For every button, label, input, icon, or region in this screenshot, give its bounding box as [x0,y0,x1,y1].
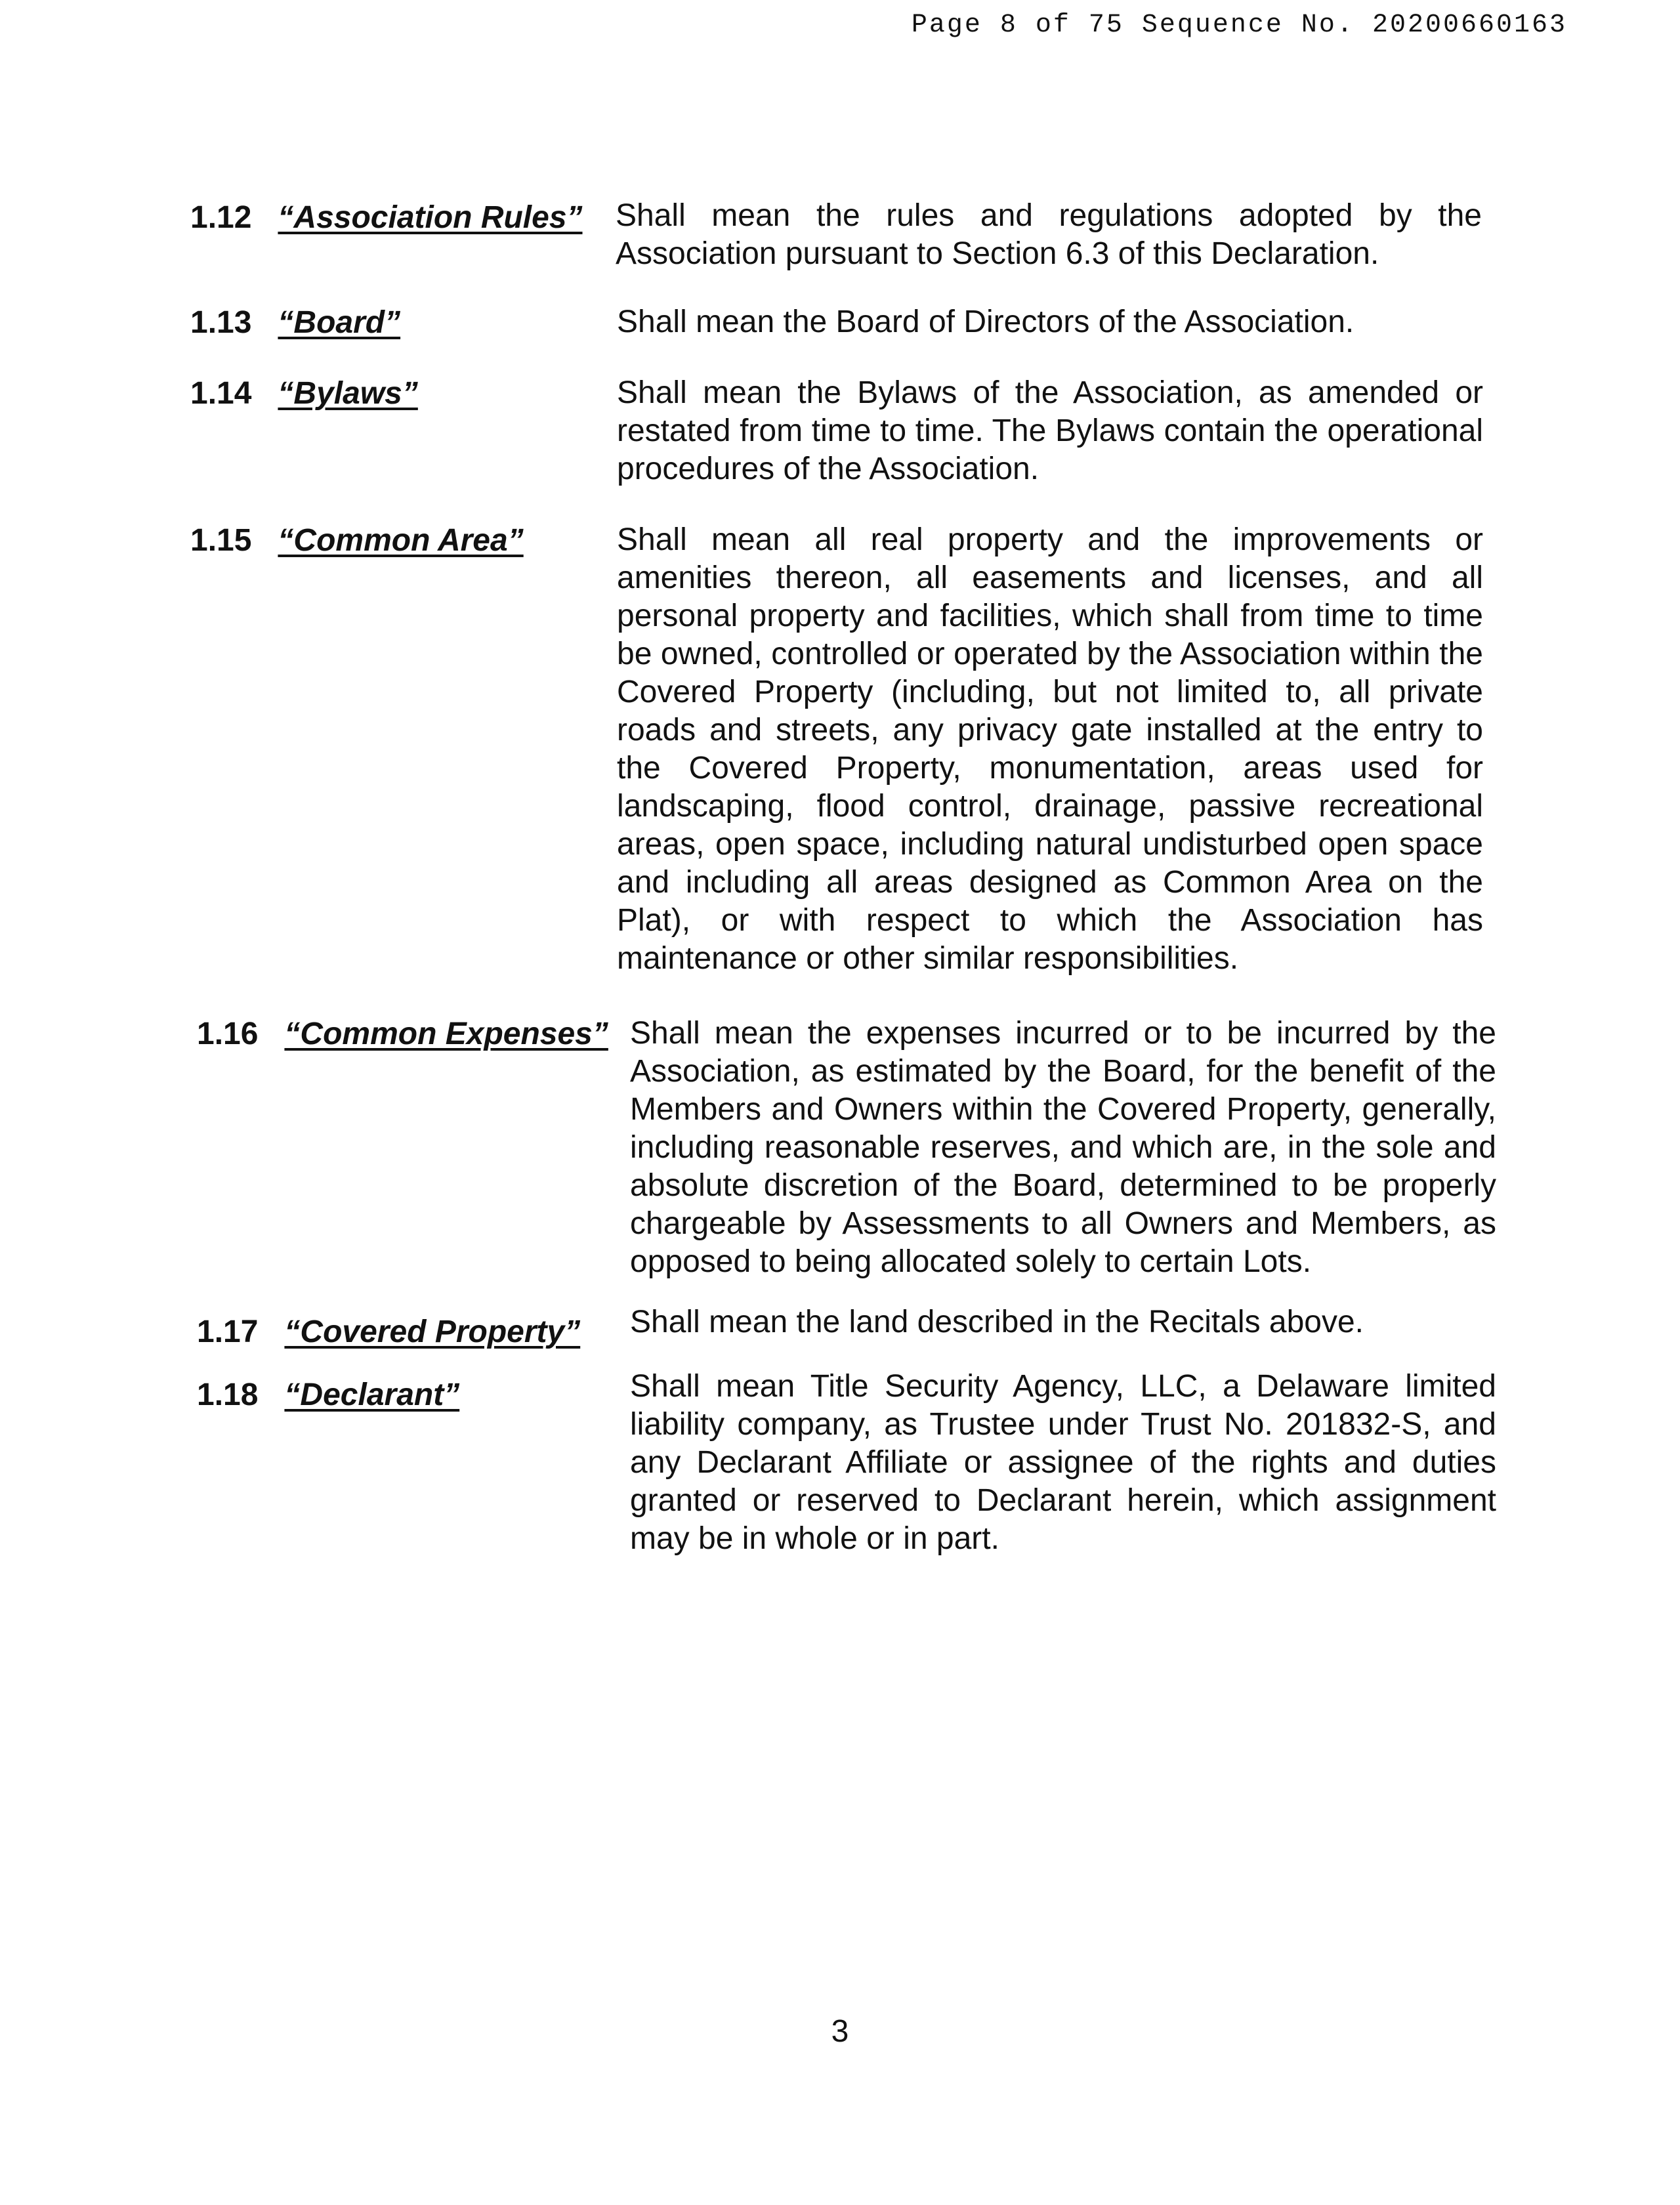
term-name: “Common Area” [278,523,524,558]
definitions-list [190,198,1503,1558]
definition-meaning: Shall mean Title Security Agency, LLC, a Delaware limited liability company, as Trustee under Trust No. 201832-S, and any Declarant Affiliate or assignee of the rights and duties granted or reserved to Declarant herein, which assignment may be in whole or in part. [630,1369,1496,1556]
definition-1-13 [190,303,1503,343]
definition-term [190,1312,623,1352]
definition-1-14 [190,374,1503,488]
definition-term [190,1015,623,1054]
term-number: 1.16 [197,1017,259,1051]
term-name: “Declarant” [284,1377,460,1412]
term-number: 1.14 [190,376,252,411]
definition-1-18 [190,1369,1503,1558]
term-name: “Association Rules” [278,200,583,235]
definition-meaning: Shall mean the land described in the Recitals above. [630,1305,1364,1339]
definition-meaning: Shall mean the Bylaws of the Association, as amended or restated from time to time. The Bylaws contain the operational procedures of the Association. [617,375,1483,486]
term-number: 1.13 [190,305,252,340]
page-header: Page 8 of 75 Sequence No. 20200660163 [911,10,1567,40]
term-name: “Bylaws” [278,376,418,411]
definition-term [190,303,617,343]
term-number: 1.15 [190,523,252,558]
definition-meaning: Shall mean the rules and regulations adopted by the Association pursuant to Section 6.3 of this Declaration. [616,198,1482,271]
definition-1-17 [190,1305,1503,1352]
term-name: “Board” [278,305,401,340]
term-number: 1.17 [197,1314,259,1349]
term-number: 1.12 [190,200,252,235]
definition-meaning: Shall mean all real property and the improvements or amenities thereon, all easements and licenses, and all personal property and facilities, which shall from time to time be owned, controlled or operated by the Association within the Covered Property (including, but not limited to, all private roads and streets, any privacy gate installed at the entry to the Covered Property, monumentation, areas used for landscaping, flood control, drainage, passive recreational areas, open space, including natural undisturbed open space and including all areas designed as Common Area on the Plat), or with respect to which the Association has maintenance or other similar responsibilities. [617,522,1483,976]
term-name: “Covered Property” [284,1314,581,1349]
definition-1-12 [190,198,1503,273]
page-number: 3 [831,2014,849,2049]
definition-term [190,1376,623,1415]
definition-1-15 [190,521,1503,978]
definition-term [190,198,617,238]
definition-meaning: Shall mean the expenses incurred or to be incurred by the Association, as estimated by the Board, for the benefit of the Members and Owners within the Covered Property, generally, including reasonable reserves, and which are, in the sole and absolute discretion of the Board, determined to be properly chargeable by Assessments to all Owners and Members, as opposed to being allocated solely to certain Lots. [630,1016,1496,1279]
definition-term [190,521,617,560]
definition-meaning: Shall mean the Board of Directors of the Association. [617,304,1354,339]
term-name: “Common Expenses” [284,1017,608,1051]
term-number: 1.18 [197,1377,259,1412]
definition-term [190,374,617,413]
definition-1-16 [190,1015,1503,1281]
